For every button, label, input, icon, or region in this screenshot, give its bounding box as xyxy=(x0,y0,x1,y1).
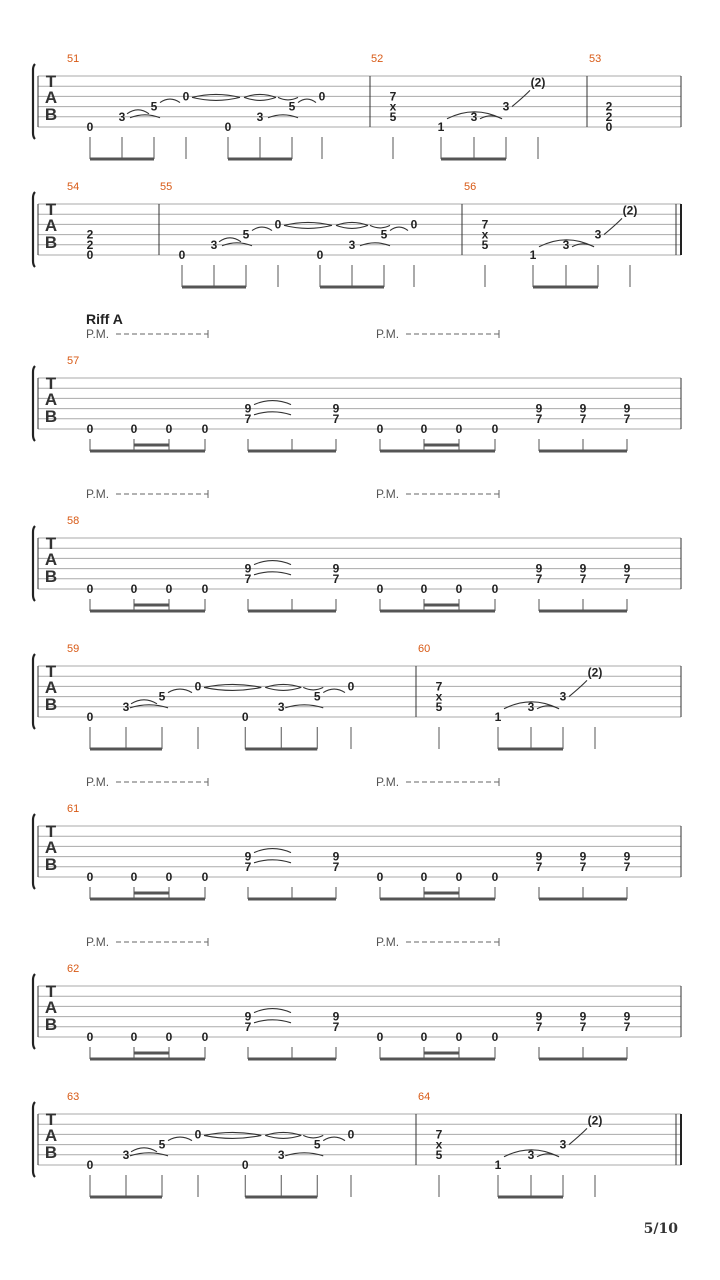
palm-mute-label: P.M. xyxy=(86,775,110,789)
fret-number: 0 xyxy=(165,870,173,884)
tab-clef-a: A xyxy=(44,88,58,107)
fret-number: 9 xyxy=(332,849,340,864)
fret-number: 0 xyxy=(318,89,326,104)
fret-number: 9 xyxy=(535,1009,543,1024)
fret-number: 0 xyxy=(86,582,94,596)
fret-number: 0 xyxy=(130,1030,138,1044)
fret-number: 9 xyxy=(535,561,543,576)
fret-number: 5 xyxy=(435,699,443,714)
palm-mute-label: P.M. xyxy=(376,935,400,949)
measure-number: 64 xyxy=(418,1091,431,1103)
slur xyxy=(284,225,332,228)
system-4 xyxy=(33,487,681,611)
fret-number: 0 xyxy=(455,1030,463,1044)
fret-number: 7 xyxy=(623,571,631,586)
fret-number: 9 xyxy=(623,1009,631,1024)
fret-number: 9 xyxy=(332,401,340,416)
slur xyxy=(131,1148,157,1152)
fret-number: 0 xyxy=(224,120,232,134)
system-2 xyxy=(33,181,681,287)
fret-number: 7 xyxy=(535,411,543,426)
system-bracket xyxy=(33,814,35,889)
tab-clef-t: T xyxy=(45,1110,57,1129)
palm-mute-label: P.M. xyxy=(86,327,110,341)
fret-number: 0 xyxy=(455,582,463,596)
fret-number: 5 xyxy=(288,99,296,114)
system-bracket xyxy=(33,526,35,601)
tab-clef-t: T xyxy=(45,72,57,91)
fret-number: 3 xyxy=(122,699,130,714)
palm-mute-label: P.M. xyxy=(86,487,110,501)
fret-number: 9 xyxy=(535,849,543,864)
fret-number: 7 xyxy=(579,1019,587,1034)
system-bracket xyxy=(33,64,35,139)
slur xyxy=(323,689,345,693)
slur xyxy=(265,1135,301,1138)
slur xyxy=(244,97,276,100)
fret-number: 0 xyxy=(130,582,138,596)
fret-number: 3 xyxy=(502,99,510,114)
tab-clef-t: T xyxy=(45,374,57,393)
fret-number: 0 xyxy=(86,870,94,884)
fret-number: 1 xyxy=(529,248,537,262)
fret-number: 5 xyxy=(389,109,397,124)
fret-number: 0 xyxy=(491,870,499,884)
fret-number: 0 xyxy=(420,422,428,436)
fret-number: 0 xyxy=(605,120,613,134)
fret-number: 9 xyxy=(579,849,587,864)
measure-number: 56 xyxy=(464,181,477,193)
fret-number: x xyxy=(481,227,489,242)
fret-number: 5 xyxy=(242,227,250,242)
tab-clef-b: B xyxy=(44,1015,58,1034)
slur xyxy=(254,561,291,565)
fret-number: 0 xyxy=(376,1030,384,1044)
fret-number: 5 xyxy=(380,227,388,242)
fret-number: 3 xyxy=(527,699,535,714)
tab-clef-t: T xyxy=(45,200,57,219)
fret-number: 0 xyxy=(178,248,186,262)
fret-number: 0 xyxy=(455,422,463,436)
fret-number: 0 xyxy=(241,710,249,724)
fret-number: 0 xyxy=(274,217,282,232)
fret-number: 9 xyxy=(244,561,252,576)
slur xyxy=(254,412,291,415)
fret-number: 2 xyxy=(86,237,94,252)
fret-number: 7 xyxy=(332,1019,340,1034)
tab-clef-t: T xyxy=(45,534,57,553)
measure-number: 54 xyxy=(67,181,80,193)
fret-number: 3 xyxy=(277,1147,285,1162)
fret-number: 2 xyxy=(605,109,613,124)
fret-number: x xyxy=(389,99,397,114)
system-3 xyxy=(33,311,681,451)
slur xyxy=(336,225,368,228)
fret-number: 3 xyxy=(559,689,567,704)
fret-number: 3 xyxy=(348,237,356,252)
slur xyxy=(127,110,149,114)
fret-number: 3 xyxy=(562,237,570,252)
slur xyxy=(254,1009,291,1013)
slur xyxy=(168,1137,192,1141)
tab-clef-b: B xyxy=(44,233,58,252)
tab-clef-b: B xyxy=(44,855,58,874)
slur xyxy=(254,849,291,853)
fret-number: 7 xyxy=(244,571,252,586)
fret-number: 7 xyxy=(332,859,340,874)
bend-label: (2) xyxy=(530,75,546,90)
palm-mute-label: P.M. xyxy=(376,487,400,501)
fret-number: 0 xyxy=(347,679,355,694)
fret-number: 9 xyxy=(244,849,252,864)
fret-number: 7 xyxy=(332,411,340,426)
tab-clef-b: B xyxy=(44,1143,58,1162)
measure-number: 61 xyxy=(67,803,80,815)
fret-number: 7 xyxy=(535,859,543,874)
tab-clef-a: A xyxy=(44,550,58,569)
fret-number: 7 xyxy=(244,859,252,874)
fret-number: 7 xyxy=(481,217,489,232)
slur xyxy=(192,97,240,100)
slur xyxy=(204,687,261,690)
fret-number: 9 xyxy=(579,401,587,416)
tab-clef-t: T xyxy=(45,822,57,841)
fret-number: 7 xyxy=(623,411,631,426)
fret-number: 0 xyxy=(410,217,418,232)
tab-clef-b: B xyxy=(44,407,58,426)
bend-label: (2) xyxy=(622,203,638,218)
slur xyxy=(160,99,180,103)
fret-number: 0 xyxy=(86,248,94,262)
fret-number: 9 xyxy=(332,1009,340,1024)
fret-number: 0 xyxy=(165,1030,173,1044)
fret-number: 7 xyxy=(579,411,587,426)
fret-number: 7 xyxy=(623,859,631,874)
system-1 xyxy=(33,53,681,159)
tab-clef-t: T xyxy=(45,982,57,1001)
fret-number: 3 xyxy=(470,109,478,124)
fret-number: 3 xyxy=(122,1147,130,1162)
fret-number: 3 xyxy=(210,237,218,252)
fret-number: 7 xyxy=(244,1019,252,1034)
fret-number: 0 xyxy=(201,422,209,436)
tab-clef-a: A xyxy=(44,998,58,1017)
fret-number: 0 xyxy=(420,870,428,884)
fret-number: x xyxy=(435,689,443,704)
system-8 xyxy=(33,1091,681,1197)
fret-number: 0 xyxy=(86,1158,94,1172)
system-bracket xyxy=(33,1102,35,1177)
system-7 xyxy=(33,935,681,1059)
tab-clef-a: A xyxy=(44,216,58,235)
fret-number: 2 xyxy=(605,99,613,114)
fret-number: 9 xyxy=(623,401,631,416)
tab-clef-a: A xyxy=(44,838,58,857)
fret-number: 0 xyxy=(491,1030,499,1044)
fret-number: 3 xyxy=(527,1147,535,1162)
fret-number: 5 xyxy=(158,689,166,704)
fret-number: 7 xyxy=(535,571,543,586)
fret-number: 0 xyxy=(376,870,384,884)
slur xyxy=(204,1135,261,1138)
tab-clef-b: B xyxy=(44,695,58,714)
fret-number: 0 xyxy=(491,582,499,596)
slur xyxy=(254,1020,291,1023)
fret-number: 0 xyxy=(182,89,190,104)
fret-number: 1 xyxy=(437,120,445,134)
tab-clef-b: B xyxy=(44,567,58,586)
system-bracket xyxy=(33,366,35,441)
slur xyxy=(252,227,272,231)
fret-number: 9 xyxy=(623,561,631,576)
fret-number: 0 xyxy=(201,582,209,596)
slur xyxy=(168,689,192,693)
fret-number: 3 xyxy=(256,109,264,124)
fret-number: 7 xyxy=(579,571,587,586)
measure-number: 51 xyxy=(67,53,80,65)
fret-number: 0 xyxy=(420,582,428,596)
fret-number: 5 xyxy=(313,1137,321,1152)
fret-number: 0 xyxy=(455,870,463,884)
fret-number: 0 xyxy=(420,1030,428,1044)
fret-number: 3 xyxy=(118,109,126,124)
fret-number: 0 xyxy=(347,1127,355,1142)
system-6 xyxy=(33,775,681,899)
fret-number: 0 xyxy=(491,422,499,436)
fret-number: 0 xyxy=(86,710,94,724)
bend-curve xyxy=(512,90,530,106)
measure-number: 53 xyxy=(589,53,602,65)
fret-number: 0 xyxy=(316,248,324,262)
fret-number: 9 xyxy=(332,561,340,576)
palm-mute-label: P.M. xyxy=(376,327,400,341)
slur xyxy=(323,1137,345,1141)
fret-number: x xyxy=(435,1137,443,1152)
fret-number: 0 xyxy=(194,1127,202,1142)
bend-curve xyxy=(569,1128,587,1144)
riff-label: Riff A xyxy=(86,311,123,327)
fret-number: 7 xyxy=(435,679,443,694)
fret-number: 7 xyxy=(244,411,252,426)
slur xyxy=(390,227,408,231)
tab-clef-t: T xyxy=(45,662,57,681)
fret-number: 7 xyxy=(389,89,397,104)
fret-number: 0 xyxy=(376,422,384,436)
fret-number: 0 xyxy=(86,422,94,436)
fret-number: 9 xyxy=(244,401,252,416)
fret-number: 7 xyxy=(579,859,587,874)
fret-number: 1 xyxy=(494,710,502,724)
slur xyxy=(131,700,157,704)
fret-number: 1 xyxy=(494,1158,502,1172)
fret-number: 9 xyxy=(579,561,587,576)
fret-number: 0 xyxy=(241,1158,249,1172)
fret-number: 3 xyxy=(559,1137,567,1152)
fret-number: 5 xyxy=(435,1147,443,1162)
fret-number: 0 xyxy=(86,1030,94,1044)
fret-number: 3 xyxy=(277,699,285,714)
measure-number: 59 xyxy=(67,643,80,655)
measure-number: 62 xyxy=(67,963,80,975)
slur xyxy=(265,687,301,690)
palm-mute-label: P.M. xyxy=(86,935,110,949)
fret-number: 0 xyxy=(165,582,173,596)
measure-number: 57 xyxy=(67,355,80,367)
fret-number: 0 xyxy=(201,1030,209,1044)
fret-number: 7 xyxy=(332,571,340,586)
fret-number: 0 xyxy=(86,120,94,134)
fret-number: 9 xyxy=(244,1009,252,1024)
fret-number: 0 xyxy=(376,582,384,596)
fret-number: 5 xyxy=(481,237,489,252)
fret-number: 7 xyxy=(623,1019,631,1034)
fret-number: 9 xyxy=(579,1009,587,1024)
fret-number: 9 xyxy=(535,401,543,416)
fret-number: 7 xyxy=(535,1019,543,1034)
slur xyxy=(254,572,291,575)
fret-number: 5 xyxy=(158,1137,166,1152)
bend-label: (2) xyxy=(587,665,603,680)
fret-number: 0 xyxy=(130,422,138,436)
tab-clef-b: B xyxy=(44,105,58,124)
tab-clef-a: A xyxy=(44,678,58,697)
fret-number: 9 xyxy=(623,849,631,864)
slur xyxy=(254,860,291,863)
measure-number: 58 xyxy=(67,515,80,527)
fret-number: 0 xyxy=(201,870,209,884)
tab-clef-a: A xyxy=(44,1126,58,1145)
system-5 xyxy=(33,643,681,749)
fret-number: 0 xyxy=(130,870,138,884)
system-bracket xyxy=(33,974,35,1049)
measure-number: 52 xyxy=(371,53,384,65)
measure-number: 55 xyxy=(160,181,173,193)
measure-number: 60 xyxy=(418,643,431,655)
bend-curve xyxy=(569,680,587,696)
fret-number: 0 xyxy=(165,422,173,436)
palm-mute-label: P.M. xyxy=(376,775,400,789)
fret-number: 2 xyxy=(86,227,94,242)
tab-clef-a: A xyxy=(44,390,58,409)
fret-number: 0 xyxy=(194,679,202,694)
fret-number: 3 xyxy=(594,227,602,242)
system-bracket xyxy=(33,654,35,729)
slur xyxy=(254,401,291,405)
slur xyxy=(298,99,316,103)
fret-number: 7 xyxy=(435,1127,443,1142)
bend-label: (2) xyxy=(587,1113,603,1128)
page-number: 5/10 xyxy=(643,1221,678,1237)
fret-number: 5 xyxy=(313,689,321,704)
measure-number: 63 xyxy=(67,1091,80,1103)
bend-curve xyxy=(604,218,622,234)
fret-number: 5 xyxy=(150,99,158,114)
system-bracket xyxy=(33,192,35,267)
slur xyxy=(219,238,241,242)
